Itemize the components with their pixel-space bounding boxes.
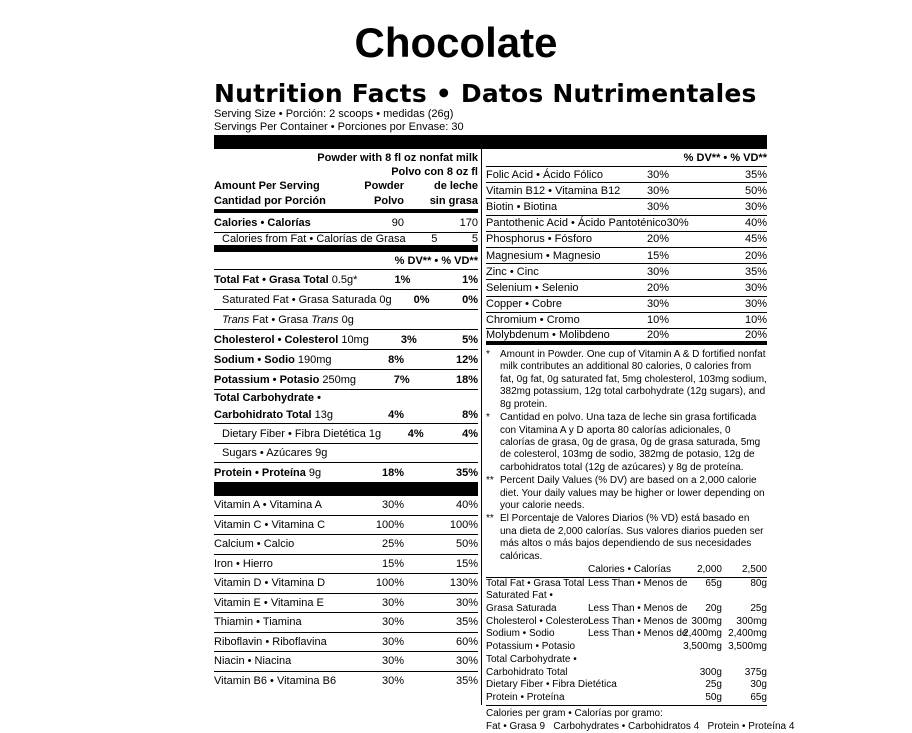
right-nutrient-name: Selenium • Selenio (486, 281, 579, 294)
footnote (486, 475, 767, 512)
dv-header-right (486, 149, 767, 167)
nutrient-row (214, 270, 478, 290)
nutrient-row (214, 330, 478, 350)
dv-header-text: % DV** • % VD** (394, 254, 478, 267)
calories-fat-row (214, 233, 478, 252)
vitamin-name: Niacin • Niacina (214, 655, 292, 668)
dv-table-cell: Less Than • Menos de (588, 603, 688, 615)
vitamin-row (214, 535, 478, 555)
calories-fat-a: 5 (431, 233, 438, 245)
right-nutrient-dv-a: 30% (647, 200, 670, 213)
dv-table-cell (588, 692, 682, 705)
right-nutrient-dv-a: 30% (666, 217, 689, 230)
footnote-mark: ** (486, 513, 494, 525)
vitamin-row (214, 516, 478, 536)
footnote (486, 349, 767, 411)
dv-table-cell: Cholesterol • Colesterol (486, 615, 591, 627)
nutrient-name: Trans Fat • Grasa Trans 0g (222, 313, 354, 326)
vitamin-row (214, 594, 478, 614)
nutrient-name: Saturated Fat • Grasa Saturada 0g (222, 293, 392, 306)
dv-table-cell (682, 590, 722, 603)
carb-label-2: Carbohidrato Total 13g (214, 408, 333, 421)
dv-table-cell: Sodium • Sodio (486, 628, 555, 640)
dv-table-cell: Less Than • Menos de (588, 615, 688, 627)
serving-header-line1: Powder with 8 fl oz nonfat milk (317, 152, 478, 164)
right-nutrient-dv-b: 30% (744, 281, 767, 294)
dv-table-cell (588, 679, 682, 692)
dv-table-cell: 300mg (736, 615, 767, 627)
vitamin-dv-b: 30% (455, 655, 478, 668)
right-nutrient-name: Magnesium • Magnesio (486, 249, 601, 262)
dv-table-cell: Saturated Fat • (486, 590, 553, 602)
right-nutrient-name: Phosphorus • Fósforo (486, 233, 592, 246)
footnote-mark: ** (486, 475, 494, 487)
dv-table-cell: 2,400mg (683, 628, 722, 640)
dv-table-row (486, 603, 767, 616)
dv-table-row (486, 616, 767, 629)
dv-table-row (486, 654, 767, 667)
nutrient-row (214, 370, 478, 390)
dv-table-cell (588, 654, 682, 667)
nutrient-name: Potassium • Potasio 250mg (214, 373, 357, 386)
vitamin-row (214, 652, 478, 672)
dv-table-row (486, 679, 767, 692)
right-nutrient-row (486, 329, 767, 345)
vitamin-name: Vitamin C • Vitamina C (214, 518, 326, 531)
right-nutrient-dv-a: 30% (647, 168, 670, 181)
right-nutrient-name: Folic Acid • Ácido Fólico (486, 168, 603, 181)
vitamin-name: Riboflavin • Riboflavina (214, 635, 327, 648)
dv-table-row (486, 590, 767, 603)
right-nutrient-row (486, 216, 767, 232)
amount-header-2 (214, 194, 478, 213)
dv-header-right-text: % DV** • % VD** (683, 151, 767, 164)
right-nutrient-name: Zinc • Cinc (486, 265, 539, 278)
vitamin-dv-b: 35% (455, 616, 478, 629)
calories-per-gram-title: Calories per gram • Calorías por gramo: (486, 707, 663, 719)
vitamin-dv-a: 100% (375, 577, 404, 590)
nutrient-dv-b: 1% (462, 273, 478, 286)
dv-table-cell: Total Carbohydrate • (486, 653, 577, 665)
vitamin-dv-b: 30% (455, 596, 478, 609)
vitamin-dv-a: 30% (381, 675, 404, 688)
col-a-line1: Powder (364, 180, 404, 192)
dv-table-cell: Dietary Fiber • Fibra Dietética (486, 679, 617, 691)
right-nutrient-row (486, 297, 767, 313)
nutrient-dv-b: 18% (455, 373, 478, 386)
vitamin-name: Vitamin E • Vitamina E (214, 596, 324, 609)
vitamin-dv-a: 25% (381, 538, 404, 551)
vitamin-row (214, 555, 478, 575)
nutrient-dv-a: 1% (394, 273, 411, 286)
fiber-row (214, 424, 478, 444)
right-nutrient-row (486, 199, 767, 215)
vitamin-name: Thiamin • Tiamina (214, 616, 302, 629)
footnote-text: Amount in Powder. One cup of Vitamin A & D fortified nonfat milk contributes an additional 80 calories, 0 calories from fat, 0g fat, 0g saturated fat, 5mg cholesterol, 103mg sodium, 382mg potassium, 12g total carbohydrate (12g sugars), and 8g protein. (500, 349, 767, 410)
dv-table-cell: Potassium • Potasio (486, 641, 576, 653)
right-nutrient-name: Biotin • Biotina (486, 200, 558, 213)
dv-table-row (486, 641, 767, 654)
vitamin-name: Vitamin A • Vitamina A (214, 499, 323, 512)
dv-table-cell: Protein • Proteína (486, 692, 565, 703)
dv-table-cell: 65g (750, 692, 767, 703)
footnote (486, 412, 767, 474)
dv-table-cell: 50g (705, 692, 722, 703)
dv-table-cell: 65g (705, 577, 722, 589)
dv-table-cell (722, 590, 767, 603)
sugars-row (214, 444, 478, 463)
right-nutrient-row (486, 280, 767, 296)
vitamin-row (214, 613, 478, 633)
vitamin-row (214, 574, 478, 594)
right-nutrient-dv-a: 20% (647, 233, 670, 246)
dv-table-cell (682, 654, 722, 667)
dv-table-cell (722, 654, 767, 667)
right-nutrient-dv-b: 20% (744, 249, 767, 262)
vitamin-dv-a: 30% (381, 596, 404, 609)
vitamin-dv-a: 30% (381, 616, 404, 629)
dv-table-row (486, 692, 767, 705)
right-nutrient-dv-b: 35% (744, 168, 767, 181)
carb-label-1: Total Carbohydrate • (214, 392, 321, 404)
nutrient-row (214, 310, 478, 330)
vitamin-dv-b: 60% (455, 635, 478, 648)
dv-table-cell: 3,500mg (728, 641, 767, 653)
vitamin-name: Vitamin D • Vitamina D (214, 577, 326, 590)
calories-b: 170 (459, 216, 478, 229)
footnote-mark: * (486, 412, 490, 424)
dv-table-cell: 300mg (691, 615, 722, 627)
right-column (486, 149, 795, 733)
cantidad-por-porcion: Cantidad por Porción (214, 195, 326, 207)
carb-row-2 (214, 406, 478, 424)
dv-table-cell: 25g (750, 603, 767, 615)
fiber-b: 4% (462, 427, 478, 440)
right-nutrient-name: Copper • Cobre (486, 298, 563, 311)
nutrient-dv-a: 3% (400, 333, 417, 346)
calories-label: Calories • Calorías (214, 216, 311, 229)
footnotes (486, 345, 767, 563)
right-nutrient-dv-a: 10% (647, 314, 670, 327)
nutrient-name: Total Fat • Grasa Total 0.5g* (214, 273, 358, 286)
right-nutrient-dv-a: 20% (647, 281, 670, 294)
col-b-line2: sin grasa (429, 195, 478, 207)
fiber-label: Dietary Fiber • Fibra Dietética 1g (222, 427, 382, 440)
right-nutrient-name: Vitamin B12 • Vitamina B12 (486, 184, 621, 197)
protein-label: Protein • Proteína 9g (214, 466, 322, 479)
carb-row-1 (214, 390, 478, 406)
dv-table-header-cell (486, 564, 588, 577)
dv-table-cell: 20g (705, 603, 722, 615)
right-nutrient-dv-b: 40% (744, 217, 767, 230)
nutrient-row (214, 290, 478, 310)
vitamin-row (214, 496, 478, 516)
dv-table-cell: Total Fat • Grasa Total (486, 577, 585, 589)
right-nutrient-row (486, 183, 767, 199)
right-nutrient-row (486, 264, 767, 280)
right-nutrient-row (486, 313, 767, 329)
servings-per-container: Servings Per Container • Porciones por Envase: 30 (214, 121, 464, 133)
vitamin-dv-b: 130% (449, 577, 478, 590)
dv-table-cell: 25g (705, 679, 722, 691)
right-nutrient-name: Molybdenum • Molibdeno (486, 328, 610, 341)
thick-rule (214, 135, 767, 149)
protein-row (214, 463, 478, 483)
label-title: Nutrition Facts • Datos Nutrimentales (214, 79, 757, 108)
right-nutrient-dv-b: 20% (744, 328, 767, 341)
vitamin-name: Calcium • Calcio (214, 538, 295, 551)
right-nutrient-dv-a: 15% (647, 249, 670, 262)
nutrient-dv-a: 7% (393, 373, 410, 386)
right-nutrient-dv-b: 45% (744, 233, 767, 246)
right-nutrient-name: Chromium • Cromo (486, 314, 580, 327)
right-nutrient-name: Pantothenic Acid • Ácido Pantoténico (486, 217, 667, 230)
right-nutrient-row (486, 232, 767, 248)
right-nutrient-dv-a: 30% (647, 265, 670, 278)
calories-per-gram (486, 705, 795, 733)
dv-table-cell (588, 590, 682, 603)
nutrient-dv-a: 0% (413, 293, 430, 306)
dv-table-cell: Grasa Saturada (486, 603, 557, 615)
vitamin-name: Vitamin B6 • Vitamina B6 (214, 675, 337, 688)
daily-values-table (486, 564, 767, 705)
col-b-line1: de leche (433, 180, 478, 192)
footnote-text: Cantidad en polvo. Una taza de leche sin grasa fortificada con Vitamina A y D aporta 80 calorías adicionales, 0 calorías de grasa, 0g de grasa, 0g de grasa saturada, 5mg de colesterol, 103mg de sodio, 382mg de potasio, 12g de carbohidratos total (12g de azúcares) y 8g de proteína. (500, 412, 761, 473)
calories-per-gram-values: Fat • Grasa 9 Carbohydrates • Carbohidratos 4 Protein • Proteína 4 (486, 720, 795, 732)
col-a-line2: Polvo (374, 195, 404, 207)
vitamin-dv-b: 40% (455, 499, 478, 512)
right-nutrient-row (486, 248, 767, 264)
vitamin-dv-b: 15% (455, 557, 478, 570)
dv-table-cell: 375g (744, 666, 767, 678)
serving-size: Serving Size • Porción: 2 scoops • medidas (26g) (214, 108, 454, 120)
sugars-label: Sugars • Azúcares 9g (222, 447, 328, 459)
serving-header-line2: Polvo con 8 oz fl (391, 166, 478, 178)
dv-table-cell: Less Than • Menos de (588, 577, 688, 589)
right-nutrient-dv-b: 30% (744, 298, 767, 311)
right-nutrient-dv-b: 35% (744, 265, 767, 278)
dv-table-cell: 3,500mg (683, 641, 722, 653)
vitamin-row (214, 672, 478, 692)
right-nutrient-dv-a: 20% (647, 328, 670, 341)
vitamin-dv-a: 15% (381, 557, 404, 570)
dv-table-row (486, 667, 767, 680)
right-nutrient-dv-a: 30% (647, 298, 670, 311)
nutrient-row (214, 350, 478, 370)
right-nutrient-dv-b: 50% (744, 184, 767, 197)
nutrient-dv-b: 5% (462, 333, 478, 346)
protein-b: 35% (455, 466, 478, 479)
dv-table-row (486, 628, 767, 641)
dv-table-cell: 2,400mg (728, 628, 767, 640)
left-column (214, 149, 478, 691)
nutrient-dv-b: 12% (455, 353, 478, 366)
footnote (486, 513, 767, 563)
dv-table-cell: 300g (699, 666, 722, 678)
dv-table-cell: 30g (750, 679, 767, 691)
dv-table-header (486, 564, 767, 578)
column-divider (481, 149, 482, 705)
vitamin-dv-b: 100% (449, 518, 478, 531)
dv-table-row (486, 578, 767, 591)
nutrition-label (214, 79, 795, 732)
dv-header-left (214, 252, 478, 270)
dv-table-header-cell: Calories • Calorías (588, 563, 671, 575)
nutrient-name: Cholesterol • Colesterol 10mg (214, 333, 369, 346)
calories-row (214, 213, 478, 233)
vitamin-dv-b: 50% (455, 538, 478, 551)
vitamin-dv-a: 30% (381, 635, 404, 648)
footnote-text: El Porcentaje de Valores Diarios (% VD) está basado en una dieta de 2,000 calorías. Sus valores diarios pueden ser más altos o más bajos dependiendo de sus necesidades calóricas. (500, 513, 764, 562)
calories-a: 90 (391, 216, 404, 229)
nutrient-dv-b: 0% (462, 293, 478, 306)
vitamin-rule (214, 483, 478, 496)
dv-table-cell: 80g (750, 577, 767, 589)
dv-table-cell: Carbohidrato Total (486, 666, 568, 678)
nutrient-name: Sodium • Sodio 190mg (214, 353, 332, 366)
dv-table-header-cell: 2,000 (696, 563, 722, 575)
vitamin-name: Iron • Hierro (214, 557, 273, 570)
vitamin-dv-a: 30% (381, 655, 404, 668)
vitamin-row (214, 633, 478, 653)
dv-table-cell: Less Than • Menos de (588, 628, 688, 640)
right-nutrient-dv-b: 10% (744, 314, 767, 327)
footnote-text: Percent Daily Values (% DV) are based on a 2,000 calorie diet. Your daily values may be higher or lower depending on your calorie needs. (500, 475, 765, 511)
page-title: Chocolate (354, 19, 558, 66)
calories-fat-b: 5 (471, 233, 478, 245)
dv-table-cell (588, 641, 682, 654)
vitamin-dv-b: 35% (455, 675, 478, 688)
carb-b: 8% (462, 408, 478, 421)
footnote-mark: * (486, 349, 490, 361)
dv-table-cell (588, 667, 682, 680)
vitamin-dv-a: 100% (375, 518, 404, 531)
fiber-a: 4% (407, 427, 424, 440)
protein-a: 18% (381, 466, 404, 479)
amount-per-serving: Amount Per Serving (214, 180, 320, 192)
vitamin-dv-a: 30% (381, 499, 404, 512)
calories-fat-label: Calories from Fat • Calorías de Grasa (222, 233, 406, 245)
dv-table-header-cell: 2,500 (741, 563, 767, 575)
right-nutrient-dv-b: 30% (744, 200, 767, 213)
carb-a: 4% (388, 408, 404, 421)
amount-header-1 (214, 179, 478, 194)
nutrient-dv-a: 8% (388, 353, 404, 366)
right-nutrient-dv-a: 30% (647, 184, 670, 197)
right-nutrient-row (486, 167, 767, 183)
